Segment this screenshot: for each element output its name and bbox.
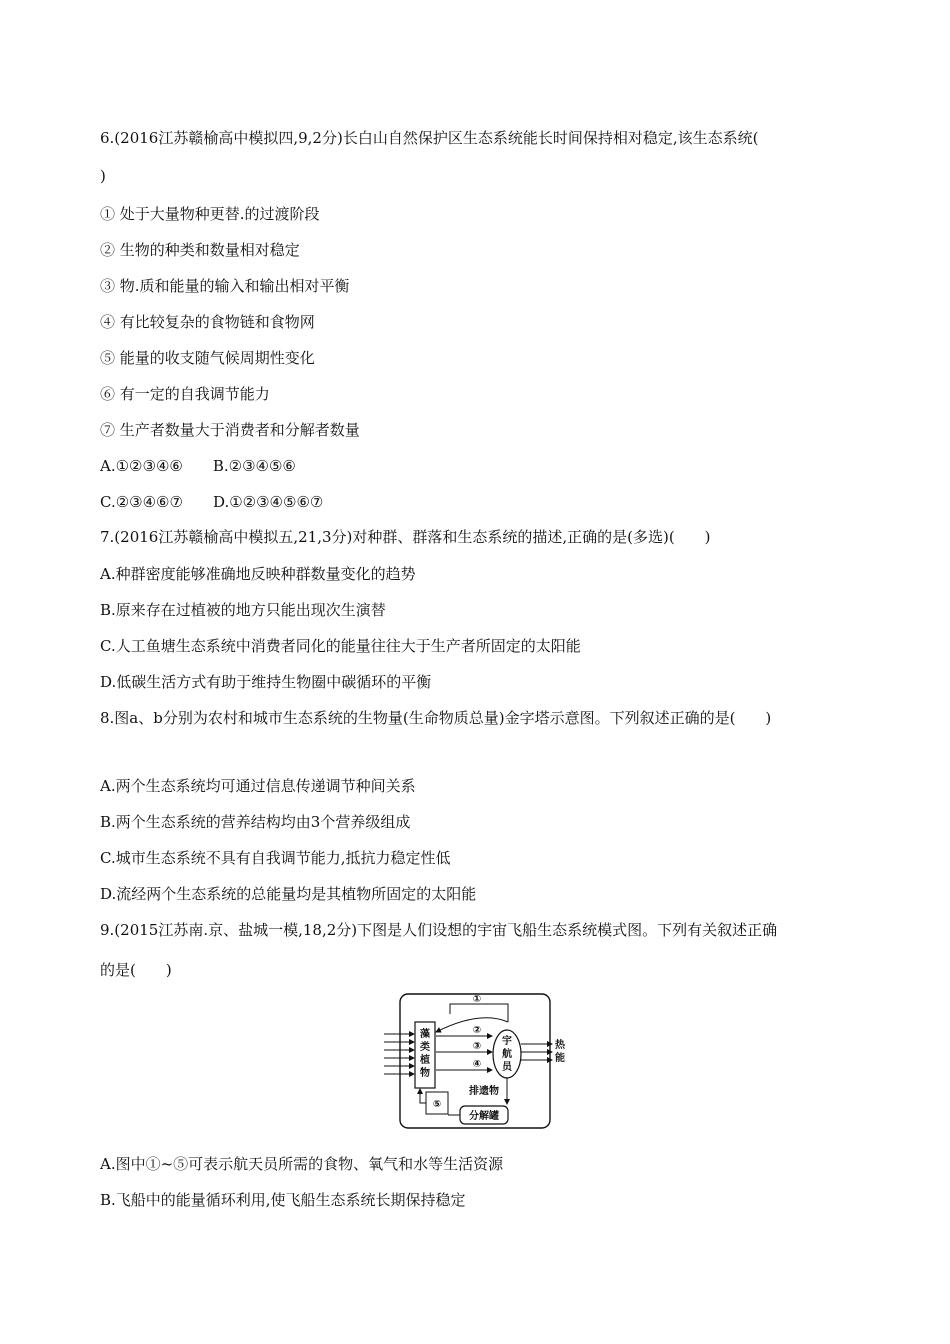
- q7-option-b: B.原来存在过植被的地方只能出现次生演替: [100, 601, 386, 619]
- heat-label-1: 热: [555, 1040, 565, 1051]
- waste-label: 排遗物: [469, 1086, 499, 1097]
- q7-option-d: D.低碳生活方式有助于维持生物圈中碳循环的平衡: [100, 673, 432, 691]
- marker-5: ⑤: [432, 1099, 442, 1110]
- astronaut-label-3: 员: [502, 1062, 512, 1073]
- q9-stem-line-2: 的是( ): [100, 961, 172, 979]
- heat-label-2: 能: [555, 1053, 565, 1064]
- q6-option-c: C.②③④⑥⑦: [100, 493, 183, 511]
- q9-option-b: B.飞船中的能量循环利用,使飞船生态系统长期保持稳定: [100, 1191, 466, 1209]
- q7-option-a: A.种群密度能够准确地反映种群数量变化的趋势: [100, 565, 416, 583]
- algae-label-2: 类: [420, 1042, 430, 1053]
- q6-item-2: ② 生物的种类和数量相对稳定: [100, 241, 300, 259]
- decomposer-label: 分解罐: [469, 1111, 499, 1122]
- q7-option-c: C.人工鱼塘生态系统中消费者同化的能量往往大于生产者所固定的太阳能: [100, 637, 581, 655]
- q6-options-ab: [100, 456, 296, 476]
- q8-option-a: A.两个生态系统均可通过信息传递调节种间关系: [100, 777, 416, 795]
- q6-item-5: ⑤ 能量的收支随气候周期性变化: [100, 349, 315, 367]
- spaceship-ecosystem-diagram: [380, 992, 570, 1132]
- marker-1: ①: [472, 994, 482, 1005]
- q8-stem: 8.图a、b分别为农村和城市生态系统的生物量(生命物质总量)金字塔示意图。下列叙述正确的是( ): [100, 709, 772, 727]
- astronaut-label-2: 航: [502, 1049, 512, 1060]
- q6-item-6: ⑥ 有一定的自我调节能力: [100, 385, 270, 403]
- algae-label-4: 物: [420, 1068, 430, 1079]
- q6-option-a: A.①②③④⑥: [100, 457, 183, 475]
- q8-option-c: C.城市生态系统不具有自我调节能力,抵抗力稳定性低: [100, 849, 451, 867]
- algae-label-3: 植: [420, 1055, 430, 1066]
- q6-item-3: ③ 物.质和能量的输入和输出相对平衡: [100, 277, 350, 295]
- astronaut-label-1: 宇: [502, 1036, 512, 1047]
- q8-option-d: D.流经两个生态系统的总能量均是其植物所固定的太阳能: [100, 885, 477, 903]
- q6-option-d: D.①②③④⑤⑥⑦: [212, 493, 324, 511]
- q6-stem-line-2: ): [100, 167, 106, 185]
- marker-2: ②: [472, 1025, 482, 1036]
- q7-stem: 7.(2016江苏赣榆高中模拟五,21,3分)对种群、群落和生态系统的描述,正确的是(多选)( ): [100, 528, 711, 546]
- loop-5-out: [420, 1089, 426, 1103]
- q6-option-b: B.②③④⑤⑥: [212, 457, 296, 475]
- q6-item-7: ⑦ 生产者数量大于消费者和分解者数量: [100, 421, 360, 439]
- q6-stem-line-1: 6.(2016江苏赣榆高中模拟四,9,2分)长白山自然保护区生态系统能长时间保持相对稳定,该生态系统(: [100, 129, 759, 147]
- q6-item-1: ① 处于大量物种更替.的过渡阶段: [100, 205, 320, 223]
- q6-options-cd: [100, 492, 323, 512]
- marker-3: ③: [472, 1041, 482, 1052]
- light-arrows: [384, 1034, 414, 1074]
- q9-option-a: A.图中①~⑤可表示航天员所需的食物、氧气和水等生活资源: [100, 1155, 504, 1173]
- flow-arrows: [436, 1036, 492, 1070]
- q6-item-4: ④ 有比较复杂的食物链和食物网: [100, 313, 315, 331]
- q8-option-b: B.两个生态系统的营养结构均由3个营养级组成: [100, 813, 411, 831]
- q9-stem-line-1: 9.(2015江苏南.京、盐城一模,18,2分)下图是人们设想的宇宙飞船生态系统模式图。下列有关叙述正确: [100, 921, 778, 939]
- heat-arrows: [521, 1044, 552, 1060]
- marker-4: ④: [472, 1059, 482, 1070]
- algae-label-1: 藻: [420, 1029, 430, 1040]
